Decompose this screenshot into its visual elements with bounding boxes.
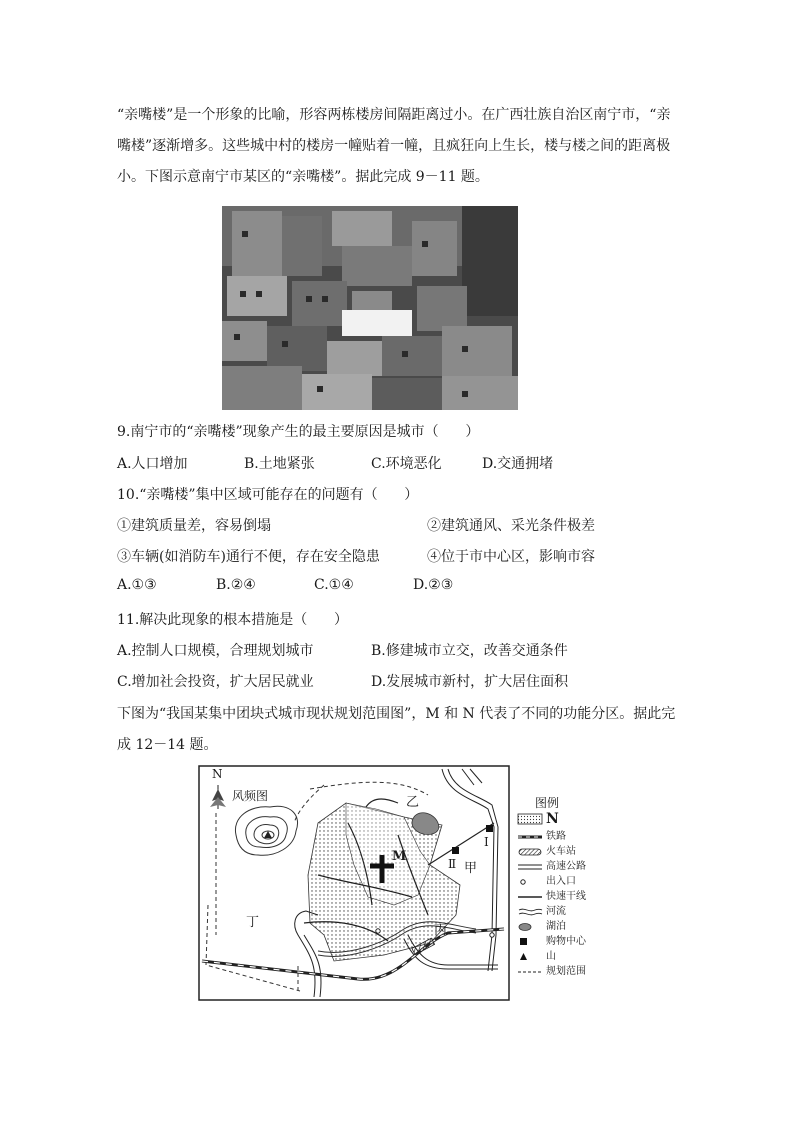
q11-option-d[interactable]: D.发展城市新村，扩大居住面积 [371, 674, 569, 690]
legend-label-highway: 高速公路 [546, 861, 586, 872]
area-yi-label: 乙 [406, 795, 420, 810]
area-bing-label: 丙 [434, 923, 448, 938]
shop-i-label: I [484, 835, 489, 849]
area-m-label: M [392, 849, 407, 864]
railway-icon [517, 830, 543, 844]
legend-item-n [517, 812, 627, 826]
kissing-buildings-photo [222, 206, 518, 410]
q11-stem: 11.解决此现象的根本措施是（ ） [117, 612, 348, 628]
legend-label-boundary: 规划范围 [546, 966, 586, 977]
legend-label-mountain: 山 [546, 951, 556, 962]
intro1-line-3: 小。下图示意南宁市某区的“亲嘴楼”。据此完成 9－11 题。 [117, 169, 489, 185]
n-area-swatch [517, 812, 543, 826]
q10-option-d[interactable]: D.②③ [413, 577, 454, 593]
legend-item-shop [517, 935, 627, 949]
shop-ii-label: Ⅱ [448, 857, 457, 871]
intro1-line-2: 嘴楼”逐渐增多。这些城中村的楼房一幢贴着一幢，且疯狂向上生长，楼与楼之间的距离极 [117, 138, 671, 154]
legend-item-exit [517, 875, 627, 889]
river-icon [517, 905, 543, 919]
q9-option-d[interactable]: D.交通拥堵 [482, 456, 554, 472]
legend-title: 图例 [535, 796, 560, 810]
q9-option-a[interactable]: A.人口增加 [117, 456, 188, 472]
q11-option-b[interactable]: B.修建城市立交，改善交通条件 [371, 643, 568, 659]
q10-option-b[interactable]: B.②④ [216, 577, 256, 593]
q11-option-c[interactable]: C.增加社会投资，扩大居民就业 [117, 674, 314, 690]
legend-item-river [517, 905, 627, 919]
legend-label-station: 火车站 [546, 846, 576, 857]
train-station-icon [517, 845, 543, 859]
legend-label-lake: 湖泊 [546, 921, 566, 932]
q10-item-1: ①建筑质量差，容易倒塌 [117, 518, 271, 534]
area-ding-label: 丁 [246, 915, 260, 930]
legend-item-railway [517, 830, 627, 844]
legend-item-express [517, 890, 627, 904]
exit-icon [517, 875, 543, 889]
map-north-label: N [212, 767, 223, 781]
wind-rose-label: 风频图 [232, 789, 269, 803]
shopping-center-icon [517, 935, 543, 949]
legend-label-n: N [546, 811, 559, 827]
legend-label-railway: 铁路 [546, 831, 566, 842]
lake-icon [517, 920, 543, 934]
legend-label-express: 快速干线 [546, 891, 586, 902]
q11-option-a[interactable]: A.控制人口规模，合理规划城市 [117, 643, 314, 659]
legend-item-mountain [517, 950, 627, 964]
intro2-line-1: 下图为“我国某集中团块式城市现状规划范围图”，M 和 N 代表了不同的功能分区。据此完 [117, 706, 676, 722]
q10-item-3: ③车辆(如消防车)通行不便，存在安全隐患 [117, 549, 380, 565]
city-planning-map [198, 765, 510, 1001]
intro1-line-1: “亲嘴楼”是一个形象的比喻，形容两栋楼房间隔距离过小。在广西壮族自治区南宁市，“亲 [117, 107, 671, 123]
q10-stem: 10.“亲嘴楼”集中区域可能存在的问题有（ ） [117, 487, 419, 503]
mountain-icon [517, 950, 543, 964]
legend-item-station [517, 845, 627, 859]
legend-item-boundary [517, 965, 627, 979]
q10-option-c[interactable]: C.①④ [314, 577, 354, 593]
highway-icon [517, 860, 543, 874]
q10-option-a[interactable]: A.①③ [117, 577, 157, 593]
legend-label-shop: 购物中心 [546, 936, 586, 947]
legend-item-lake [517, 920, 627, 934]
q9-option-c[interactable]: C.环境恶化 [371, 456, 442, 472]
q9-stem: 9.南宁市的“亲嘴楼”现象产生的最主要原因是城市（ ） [117, 424, 480, 440]
legend-item-highway [517, 860, 627, 874]
intro2-line-2: 成 12－14 题。 [117, 737, 218, 753]
legend-label-exit: 出入口 [546, 876, 576, 887]
boundary-icon [517, 965, 543, 979]
q10-item-4: ④位于市中心区，影响市容 [427, 549, 595, 565]
area-jia-label: 甲 [464, 861, 478, 876]
express-road-icon [517, 890, 543, 904]
legend-label-river: 河流 [546, 906, 566, 917]
q9-option-b[interactable]: B.土地紧张 [244, 456, 315, 472]
q10-item-2: ②建筑通风、采光条件极差 [427, 518, 595, 534]
